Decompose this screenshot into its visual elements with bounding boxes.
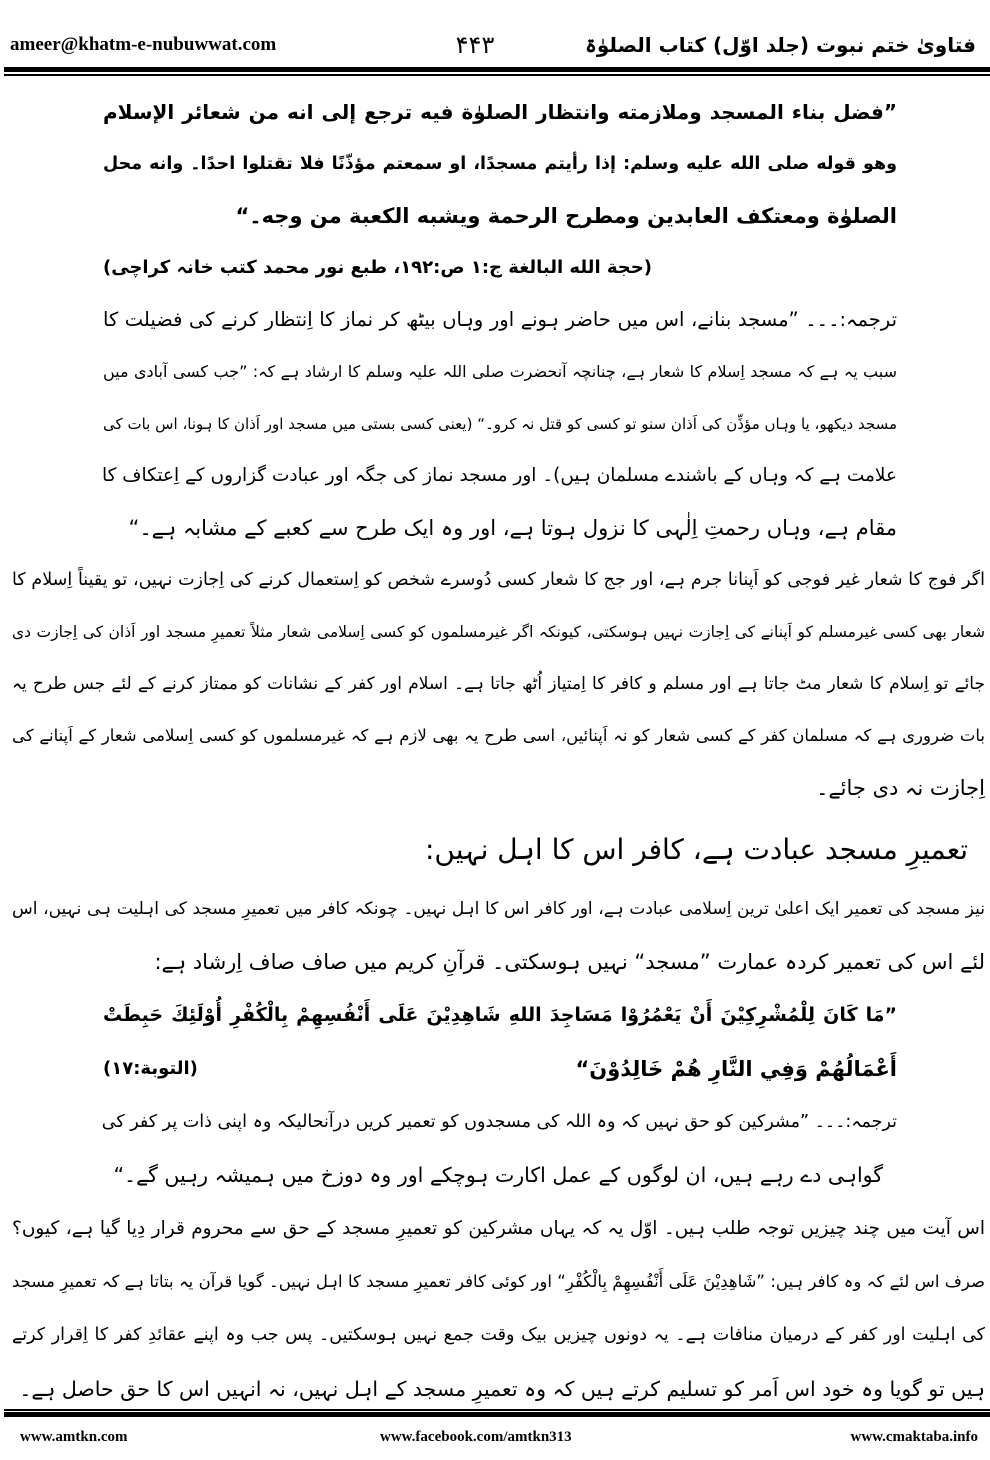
section-heading: تعمیرِ مسجد عبادت ہے، کافر اس کا اہل نہیں: xyxy=(424,833,968,866)
quran-verse-line: أَعْمَالُهُمْ وَفِي النَّارِ هُمْ خَالِدُوْنَ“ xyxy=(575,1057,897,1081)
translation-line: مسجد دیکھو، یا وہاں مؤذِّن کی اَذان سنو تو کسی کو قتل نہ کرو۔“ (یعنی کسی بستی میں مسجد اور اَذان کا ہونا، اس بات کی xyxy=(103,415,897,433)
header-rule-thick xyxy=(4,67,990,72)
arabic-quote-line: الصلوٰة ومعتكف العابدين ومطرح الرحمة ويشبه الكعبة من وجه۔“ xyxy=(235,204,897,228)
translation-line: مقام ہے، وہاں رحمتِ اِلٰہی کا نزول ہوتا ہے، اور وہ ایک طرح سے کعبے کے مشابہ ہے۔“ xyxy=(128,516,897,540)
page-number: ۴۴۳ xyxy=(455,31,495,59)
paragraph-line: صرف اس لئے کہ وہ کافر ہیں: ”شَاهِدِيْنَ عَلَى أَنْفُسِهِمْ بِالْكُفْرِ“ اور کوئی کافر تعمیرِ مسجد کا اہل نہیں۔ گویا قرآن یہ بتاتا ہے کہ تعمیرِ مسجد xyxy=(12,1272,985,1291)
translation-line: علامت ہے کہ وہاں کے باشندے مسلمان ہیں)۔ اور مسجد نماز کی جگہ اور عبادت گزاروں کے اِعتکاف کا xyxy=(101,465,897,486)
header-rule-thin xyxy=(4,74,990,76)
translation-line: سبب یہ ہے کہ مسجد اِسلام کا شعار ہے، چنانچہ آنحضرت صلی اللہ علیہ وسلم کا ارشاد ہے کہ: ”جب کسی آبادی میں xyxy=(103,362,897,381)
paragraph-line: ہیں تو گویا وہ خود اس اَمر کو تسلیم کرتے ہیں کہ وہ تعمیرِ مسجد کے اہل نہیں، نہ انہیں اس کا حق حاصل ہے۔ xyxy=(19,1377,985,1401)
book-title: فتاویٰ ختم نبوت (جلد اوّل) کتاب الصلوٰۃ xyxy=(585,33,976,57)
footer-rule-thick xyxy=(4,1412,990,1417)
paragraph-line: نیز مسجد کی تعمیر ایک اعلیٰ ترین اِسلامی عبادت ہے، اور کافر اس کا اہل نہیں۔ چونکہ کافر میں تعمیرِ مسجد کی اہلیت ہی نہیں، اس xyxy=(12,899,985,919)
verse-citation: (التوبة:۱۷) xyxy=(103,1058,198,1079)
paragraph-line: اگر فوج کا شعار غیر فوجی کو اَپنانا جرم ہے، اور جج کا شعار کسی دُوسرے شخص کو اِستعمال کرنے کی اِجازت نہیں، تو یقیناً اِسلام کا xyxy=(12,570,985,590)
paragraph-line: اس آیت میں چند چیزیں توجہ طلب ہیں۔ اوّل یہ کہ یہاں مشرکین کو تعمیرِ مسجد کے حق سے محروم قرار دِیا گیا ہے، کیوں؟ xyxy=(12,1218,985,1239)
paragraph-line: بات ضروری ہے کہ مسلمان کفر کے کسی شعار کو نہ اَپنائیں، اسی طرح یہ بھی لازم ہے کہ غیرمسلموں کو کسی اِسلامی شعار کے اَپنانے کی xyxy=(12,726,985,745)
paragraph-line: لئے اس کی تعمیر کردہ عمارت ”مسجد“ نہیں ہوسکتی۔ قرآنِ کریم میں صاف صاف اِرشاد ہے: xyxy=(154,950,985,974)
arabic-quote-line: وهو قوله صلى الله عليه وسلم: إذا رأيتم مسجدًا، او سمعتم مؤذّنًا فلا تقتلوا احدًا۔ وانه محل xyxy=(103,154,897,174)
translation-line: ترجمہ:۔۔۔ ”مشرکین کو حق نہیں کہ وہ اللہ کی مسجدوں کو تعمیر کریں درآنحالیکہ وہ اپنی ذات پر کفر کی xyxy=(101,1112,897,1132)
arabic-quote-line: ”فضل بناء المسجد وملازمته وانتظار الصلوٰة فيه ترجع إلى انه من شعائر الإسلام xyxy=(103,100,897,124)
paragraph-line: شعار بھی کسی غیرمسلم کو اَپنانے کی اِجازت نہیں ہوسکتی، کیونکہ اگر غیرمسلموں کو کسی اِسلامی شعار مثلاً تعمیرِ مسجد اور اَذان کی اِجازت دی xyxy=(12,623,985,641)
translation-line: گواہی دے رہے ہیں، ان لوگوں کے عمل اکارت ہوچکے اور وہ دوزخ میں ہمیشہ رہیں گے۔“ xyxy=(113,1163,883,1187)
paragraph-line: اِجازت نہ دی جائے۔ xyxy=(816,776,985,800)
quran-verse-line: ”مَا كَانَ لِلْمُشْرِكِيْنَ أَنْ يَعْمُرُوْا مَسَاجِدَ اللهِ شَاهِدِيْنَ عَلَى أَنْفُسِهِمْ بِالْكُفْرِ أُوْلَئِكَ حَبِطَتْ xyxy=(103,1004,897,1026)
footer-link-cmaktaba[interactable]: www.cmaktaba.info xyxy=(850,1429,978,1445)
paragraph-line: جائے تو اِسلام کا شعار مٹ جاتا ہے اور مسلم و کافر کا اِمتیاز اُٹھ جاتا ہے۔ اسلام اور کفر کے نشانات کو ممتاز کرنے کے لئے جس طرح یہ xyxy=(12,674,985,694)
header-email: ameer@khatm-e-nubuwwat.com xyxy=(10,34,277,55)
paragraph-line: کی اہلیت اور کفر کے درمیان منافات ہے۔ یہ دونوں چیزیں بیک وقت جمع نہیں ہوسکتیں۔ پس جب وہ اپنے عقائدِ کفر کا اِقرار کرتے xyxy=(12,1325,985,1345)
footer-rule-thin xyxy=(4,1409,990,1411)
footer-link-amtkn[interactable]: www.amtkn.com xyxy=(20,1429,128,1445)
footer-link-facebook[interactable]: www.facebook.com/amtkn313 xyxy=(380,1429,572,1445)
translation-line: ترجمہ:۔۔۔ ”مسجد بنانے، اس میں حاضر ہونے اور وہاں بیٹھ کر نماز کا اِنتظار کرنے کی فضیلت کا xyxy=(103,308,897,331)
quote-citation: (حجة الله البالغة ج:۱ ص:۱۹۲، طبع نور محمد کتب خانہ کراچی) xyxy=(103,257,652,278)
